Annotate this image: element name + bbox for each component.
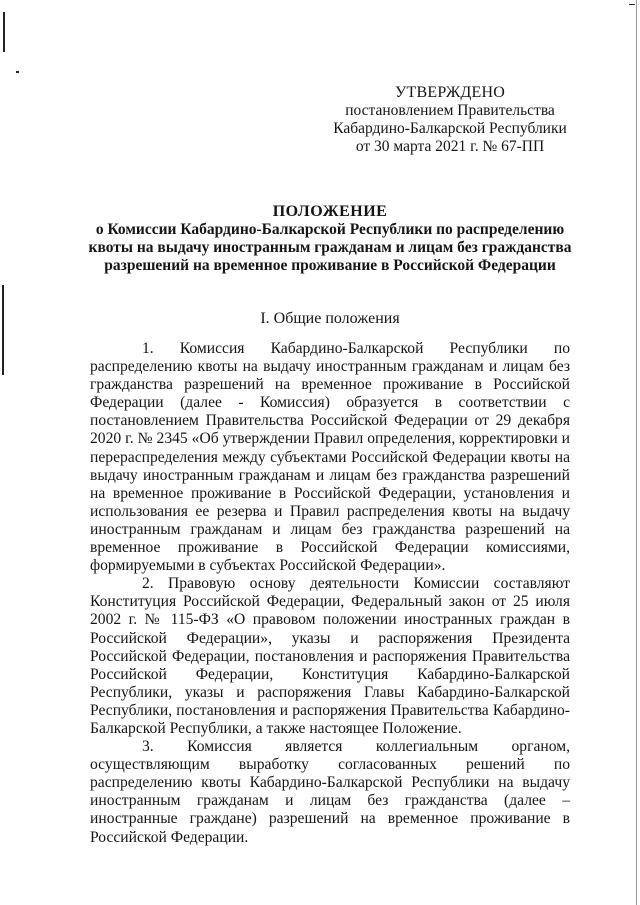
scan-mark-right-edge — [636, 0, 637, 905]
scan-mark-left-mid — [2, 285, 4, 375]
title-line: о Комиссии Кабардино-Балкарской Республики по распределению — [95, 221, 565, 238]
title-heading: ПОЛОЖЕНИЕ — [272, 203, 388, 220]
paragraph-1: 1. Комиссия Кабардино-Балкарской Республики по распределению квоты на выдачу иностранным гражданам и лицам без гражданства разрешений на временное проживание в Российской Федерации (далее - Комиссия) образуется в соответствии с постановлением Правительства Российской Федерации от 29 декабря 2020 г. № 2345 «Об утверждении Правил определения, корректировки и перераспределения между субъектами Российской Федерации квоты на выдачу иностранным гражданам и лицам без гражданства разрешений на временное проживание в Российской Федерации, установления и использования ее резерва и Правил распределения квоты на выдачу иностранным гражданам и лицам без гражданства разрешений на временное проживание в Российской Федерации комиссиями, формируемыми в субъектах Российской Федерации». — [90, 340, 570, 575]
paragraph-3: 3. Комиссия является коллегиальным органом, осуществляющим выработку согласованных решений по распределению квоты Кабардино-Балкарской Республики на выдачу иностранным гражданам и лицам без гражданства (далее – иностранные граждане) разрешений на временное проживание в Российской Федерации. — [90, 738, 570, 846]
title-line: квоты на выдачу иностранным гражданам и лицам без гражданства — [88, 239, 572, 256]
approval-heading: УТВЕРЖДЕНО — [394, 84, 505, 101]
paragraph-2: 2. Правовую основу деятельности Комиссии составляют Конституция Российской Федерации, Федеральный закон от 25 июля 2002 г. № 115-ФЗ «О правовом положении иностранных граждан в Российской Федерации», указы и распоряжения Президента Российской Федерации, постановления и распоряжения Правительства Российской Федерации, Конституция Кабардино-Балкарской Республики, указы и распоряжения Главы Кабардино-Балкарской Республики, постановления и распоряжения Правительства Кабардино-Балкарской Республики, а также настоящее Положение. — [90, 575, 570, 737]
approval-line: Кабардино-Балкарской Республики — [333, 120, 567, 137]
section-title: I. Общие положения — [260, 310, 400, 327]
approval-line: от 30 марта 2021 г. № 67-ПП — [355, 138, 545, 155]
scan-mark-right-top — [629, 4, 635, 5]
approval-block — [300, 84, 600, 156]
document-title — [80, 203, 580, 275]
scan-mark-left-dot — [16, 71, 19, 73]
title-line: разрешений на временное проживание в Российской Федерации — [104, 257, 556, 274]
document-body — [90, 340, 570, 847]
scan-mark-left-top — [3, 12, 5, 52]
approval-line: постановлением Правительства — [345, 102, 555, 119]
